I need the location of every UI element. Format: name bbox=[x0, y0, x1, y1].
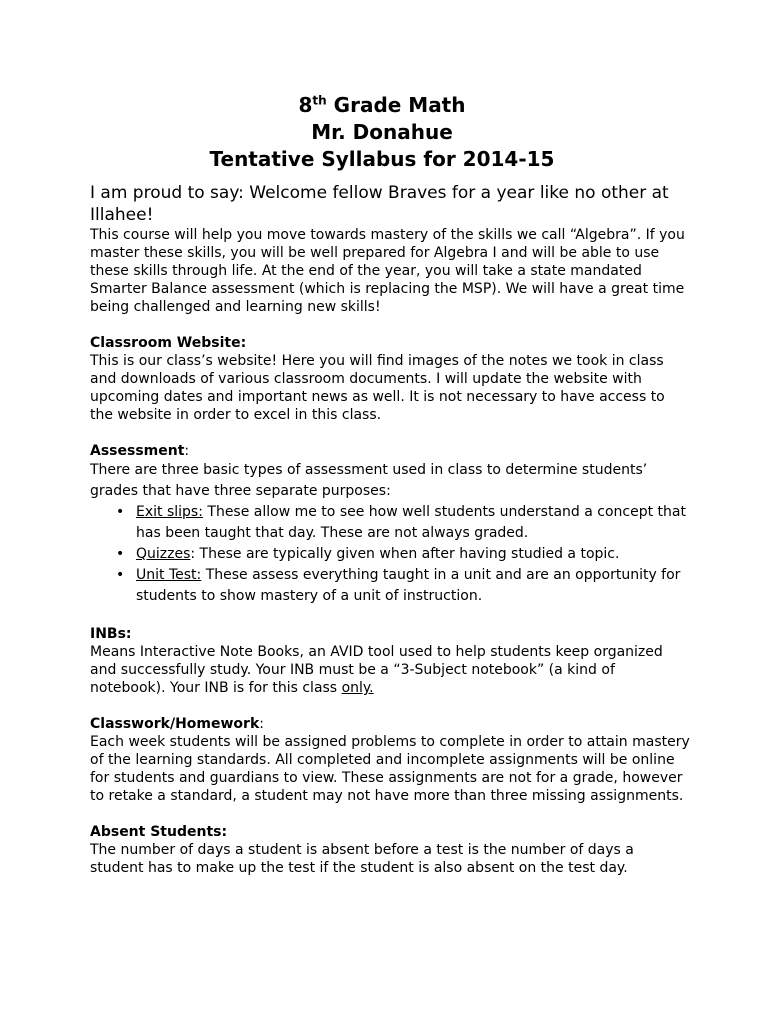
inbs-body bbox=[90, 643, 690, 697]
spacer bbox=[90, 697, 690, 715]
grade-number: 8 bbox=[298, 93, 313, 117]
assessment-term: Quizzes bbox=[136, 546, 191, 562]
inbs-emphasis: only. bbox=[341, 680, 374, 696]
assessment-term: Unit Test: bbox=[136, 567, 202, 583]
intro-body: This course will help you move towards mastery of the skills we call “Algebra”. If you master these skills, you will be well prepared for Algebra I and will be able to use these skills through life. At the end of the year, you will take a state mandated Smarter Balance assessment (which is replacing the MSP). We will have a great time being challenged and learning new skills! bbox=[90, 227, 685, 315]
absent-body: The number of days a student is absent before a test is the number of days a student has to make up the test if the student is also absent on the test day. bbox=[90, 842, 634, 876]
assessment-description: These allow me to see how well students understand a concept that has been taught that day. These are not always graded. bbox=[136, 504, 686, 541]
assessment-heading bbox=[90, 442, 690, 460]
syllabus-title: Tentative Syllabus for 2014-15 bbox=[209, 147, 555, 171]
assessment-item-exit-slips bbox=[90, 502, 690, 544]
grade-suffix: th bbox=[312, 93, 327, 108]
assessment-item-quizzes bbox=[90, 544, 690, 565]
spacer bbox=[90, 316, 690, 334]
assessment-heading-colon: : bbox=[184, 443, 190, 459]
website-body: This is our class’s website! Here you will find images of the notes we took in class and downloads of various classroom documents. I will update the website with upcoming dates and important news as well. It is not necessary to have access to the website in order to excel in this class. bbox=[90, 353, 665, 423]
spacer bbox=[90, 607, 690, 625]
inbs-heading: INBs: bbox=[90, 626, 132, 642]
classwork-body: Each week students will be assigned problems to complete in order to attain mastery of the learning standards. All completed and incomplete assignments will be online for students and guardians to view. These assignments are not for a grade, however to retake a standard, a student may not have more than three missing assignments. bbox=[90, 734, 690, 804]
assessment-item-unit-test bbox=[90, 565, 690, 607]
bullet-icon: • bbox=[116, 504, 125, 520]
spacer bbox=[90, 424, 690, 442]
course-title bbox=[90, 92, 674, 119]
assessment-description: : These are typically given when after having studied a topic. bbox=[190, 546, 620, 562]
inbs-body-text: Means Interactive Note Books, an AVID tool used to help students keep organized and successfully study. Your INB must be a “3-Subject notebook” (a kind of notebook). Your INB is for this class bbox=[90, 644, 663, 696]
assessment-description: These assess everything taught in a unit and are an opportunity for students to show mastery of a unit of instruction. bbox=[136, 567, 681, 604]
title-block bbox=[90, 92, 674, 173]
assessment-body: There are three basic types of assessment used in class to determine students’ grades that have three separate purposes: bbox=[90, 462, 648, 499]
bullet-icon: • bbox=[116, 546, 125, 562]
classwork-heading-colon: : bbox=[259, 716, 264, 732]
absent-heading: Absent Students: bbox=[90, 824, 228, 840]
syllabus-content bbox=[90, 182, 690, 877]
assessment-heading-text: Assessment bbox=[90, 443, 185, 459]
spacer bbox=[90, 805, 690, 823]
assessment-list bbox=[90, 502, 690, 607]
website-heading: Classroom Website: bbox=[90, 335, 247, 351]
grade-rest: Grade Math bbox=[326, 93, 466, 117]
assessment-term: Exit slips: bbox=[136, 504, 203, 520]
intro-heading: I am proud to say: Welcome fellow Braves for a year like no other at Illahee! bbox=[90, 183, 669, 225]
classwork-heading bbox=[90, 715, 690, 733]
classwork-heading-text: Classwork/Homework bbox=[90, 716, 260, 732]
bullet-icon: • bbox=[116, 567, 125, 583]
teacher-name: Mr. Donahue bbox=[311, 120, 453, 144]
